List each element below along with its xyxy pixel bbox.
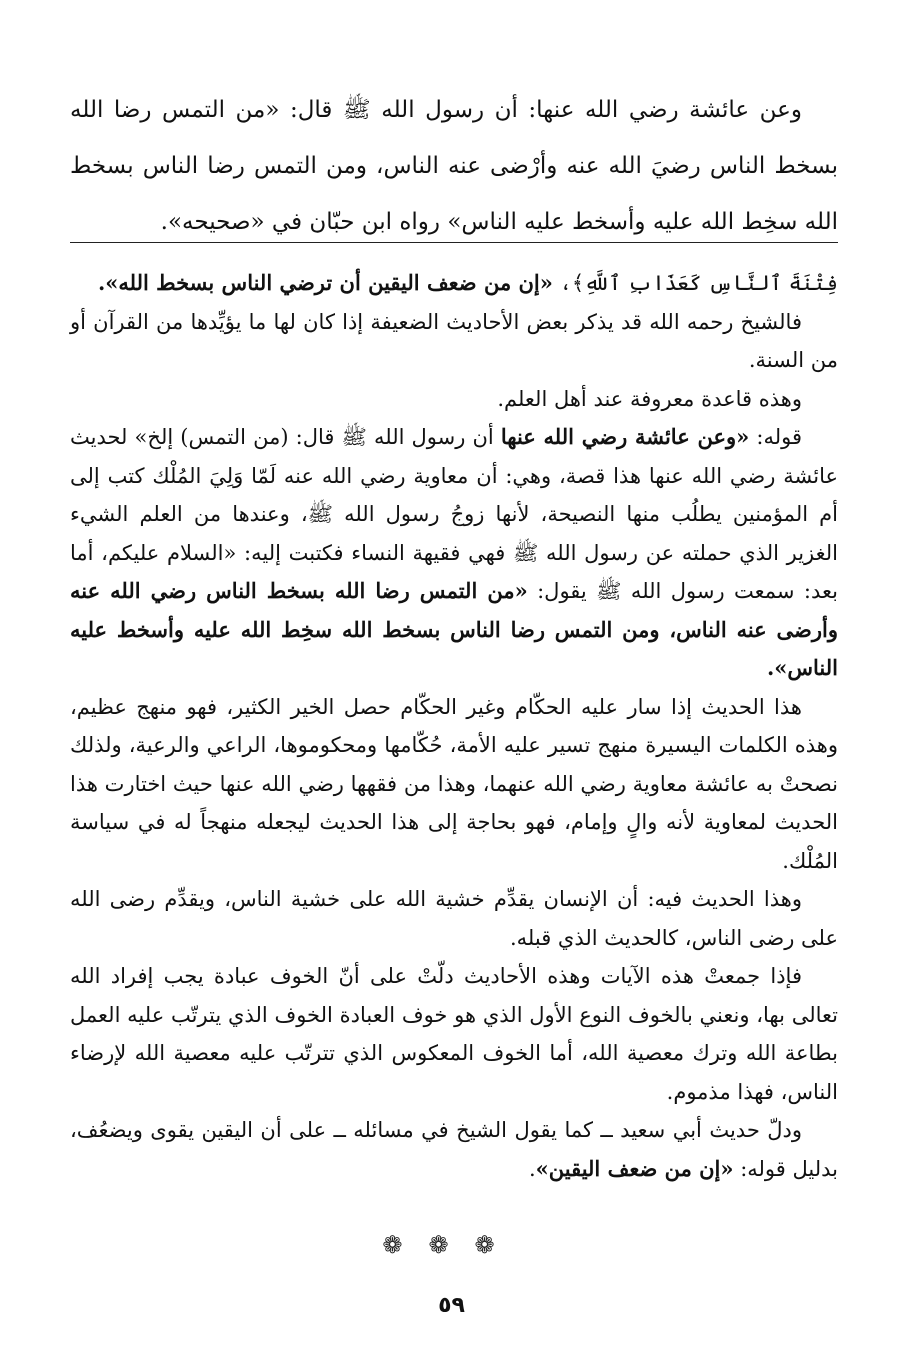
hadith-text: وعن عائشة رضي الله عنها: أن رسول الله ﷺ قال: «من التمس رضا الله بسخط الناس رضيَ الله عنه وأرْضى عنه الناس، ومن التمس رضا الناس بسخط الله سخِط الله عليه وأسخط عليه الناس» رواه ابن حبّان في «صحيحه». (70, 97, 838, 235)
p4-bold-quote: «من التمس رضا الله بسخط الناس رضي الله عنه وأرضى عنه الناس، ومن التمس رضا الناس بسخط الله سخِط الله عليه وأسخط عليه الناس». (70, 578, 838, 680)
section-ornament: ❁❁❁ (382, 1231, 521, 1259)
footnote-divider (70, 242, 838, 243)
hadith-block (70, 82, 838, 250)
p4-bold-lead: «وعن عائشة رضي الله عنها (500, 424, 750, 449)
page-number: ٥٩ (438, 1293, 465, 1318)
quran-verse-fragment: فِتْنَةَ ٱلنَّاسِ كَعَذَابِ ٱللَّهِ﴾، (552, 271, 838, 295)
commentary-paragraph-6: وهذا الحديث فيه: أن الإنسان يقدِّم خشية الله على خشية الناس، ويقدِّم رضى الله على رضى الناس، كالحديث الذي قبله. (70, 887, 838, 950)
p8-bold-quote: «إن من ضعف اليقين» (535, 1155, 734, 1181)
p8-body: ودلّ حديث أبي سعيد ــ كما يقول الشيخ في مسائله ــ على أن اليقين يقوى ويضعُف، بدليل قوله: (70, 1118, 838, 1181)
commentary-paragraph-8 (70, 1111, 838, 1188)
commentary-paragraph-1 (70, 264, 838, 303)
commentary-block (70, 264, 838, 1188)
p8-end: . (528, 1156, 536, 1181)
commentary-paragraph-2: فالشيخ رحمه الله قد يذكر بعض الأحاديث الضعيفة إذا كان لها ما يؤيِّدها من القرآن أو من السنة. (70, 309, 838, 372)
p4-lead: قوله: (749, 425, 802, 449)
commentary-paragraph-5: هذا الحديث إذا سار عليه الحكّام وغير الحكّام حصل الخير الكثير، فهو منهج عظيم، وهذه الكلمات اليسيرة منهج تسير عليه الأمة، حُكّامها ومحكوموها، الراعي والرعية، ولذلك نصحتْ به عائشة معاوية رضي الله عنهما، وهذا من فقهها رضي الله عنها حيث اختارت هذا الحديث لمعاوية لأنه والٍ وإمام، فهو بحاجة إلى هذا الحديث ليجعله منهجاً له في سياسة المُلْك. (70, 694, 838, 873)
quote-bold: «إن من ضعف اليقين أن ترضي الناس بسخط الله». (97, 270, 553, 295)
commentary-paragraph-4 (70, 418, 838, 688)
commentary-paragraph-7: فإذا جمعتْ هذه الآيات وهذه الأحاديث دلّتْ على أنّ الخوف عبادة يجب إفراد الله تعالى بها، ونعني بالخوف النوع الأول الذي هو خوف العبادة الخوف الذي يترتّب عليه العمل بطاعة الله وترك معصية الله، أما الخوف المعكوس الذي تترتّب عليه معصية الله لإرضاء الناس، فهذا مذموم. (70, 964, 838, 1104)
p4-body: أن رسول الله ﷺ قال: (من التمس) إلخ» لحديث عائشة رضي الله عنها هذا قصة، وهي: أن معاوية رضي الله عنه لَمّا وَلِيَ المُلْك كتب إلى أم المؤمنين يطلُب منها النصيحة، لأنها زوجُ رسول الله ﷺ، وعندها من العلم الشيء الغزير الذي حملته عن رسول الله ﷺ فهي فقيهة النساء فكتبت إليه: «السلام عليكم، أما بعد: سمعت رسول الله ﷺ يقول: (70, 425, 838, 603)
commentary-paragraph-3: وهذه قاعدة معروفة عند أهل العلم. (497, 386, 802, 411)
